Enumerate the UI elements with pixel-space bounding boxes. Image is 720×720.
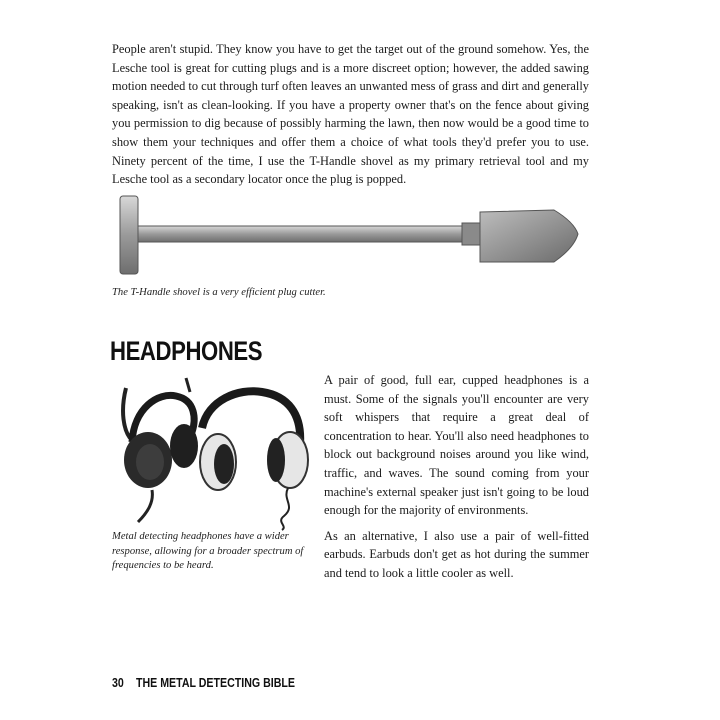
- section-heading: HEADPHONES: [110, 336, 263, 366]
- shovel-caption: The T-Handle shovel is a very efficient plug cutter.: [112, 287, 326, 298]
- headphones-caption: Metal detecting headphones have a wider response, allowing for a broader spectrum of frequencies to be heard.: [112, 531, 304, 571]
- intro-paragraph-text: People aren't stupid. They know you have to get the target out of the ground somehow. Yes, the Lesche tool is great for cutting plugs and is a more discreet option; however, the added sawing motion needed to cut through turf often leaves an unwanted mess of grass and dirt and generally speaking, isn't as clean-looking. If you have a property owner that's on the fence about giving you permission to dig because of possibly harming the lawn, then now would be a good time to show them your techniques and offer them a choice of what tools they'd prefer you to use. Ninety percent of the time, I use the T-Handle shovel as my primary retrieval tool and my Lesche tool as a secondary locator once the plug is popped.: [112, 42, 589, 187]
- headphones-paragraph-2: As an alternative, I also use a pair of well-fitted earbuds. Earbuds don't get as hot during the summer and tend to look a little cooler as well.: [324, 528, 589, 580]
- book-title: THE METAL DETECTING BIBLE: [136, 676, 295, 690]
- page-number: 30: [112, 676, 124, 690]
- headphones-photo: [112, 372, 312, 532]
- headphones-paragraph-1: A pair of good, full ear, cupped headphones is a must. Some of the signals you'll encounter are very soft whispers that require a great deal of concentration to hear. You'll also need headphones to block out background noises around you like wind, traffic, and waves. The sound coming from your machine's external speaker just isn't going to be loud enough for the majority of environments.: [324, 373, 589, 518]
- intro-paragraph: [112, 40, 589, 189]
- t-handle-shovel-photo: [112, 190, 582, 280]
- headphones-body: [324, 371, 589, 583]
